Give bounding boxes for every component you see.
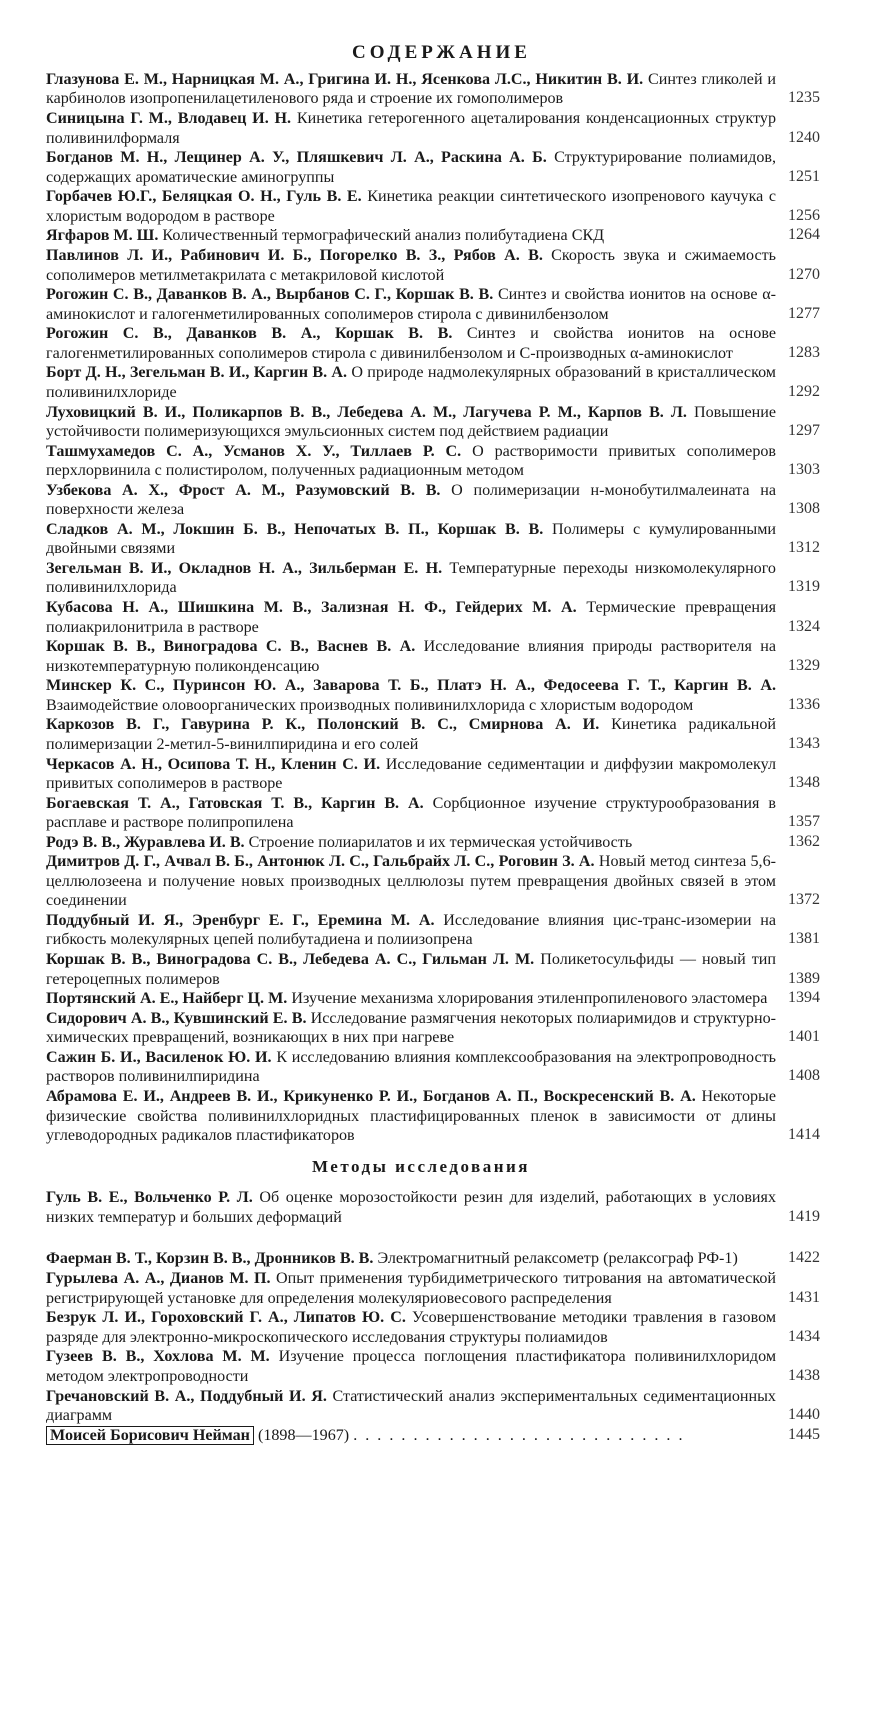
section-heading: Методы исследования bbox=[311, 1157, 530, 1177]
toc-entry[interactable] bbox=[46, 246, 820, 285]
entry-title: Изучение процесса поглощения пластификатора поливинилхлоридом методом электропроводности bbox=[46, 1348, 777, 1385]
page-number: 1438 bbox=[788, 1366, 820, 1384]
page-number: 1329 bbox=[788, 656, 820, 674]
entry-title: Исследование седиментации и диффузии макромолекул привитых сополимеров в растворе bbox=[46, 755, 777, 792]
page-number: 1401 bbox=[788, 1028, 820, 1046]
page-number: 1414 bbox=[788, 1125, 820, 1143]
entry-authors: Портянский А. Е., Найберг Ц. М. bbox=[46, 990, 288, 1008]
obituary-entry[interactable]: Моисей Борисович Нейман (1898—1967) . . . . . . . . . . . . . . . . . . . . . . . . . . . . 1445 bbox=[46, 1426, 796, 1445]
entry-authors: Синицына Г. М., Влодавец И. Н. bbox=[46, 110, 292, 128]
entry-title: Синтез и свойства ионитов на основе галогенметилированных сополимеров стирола с дивинилбензолом и С-производных α-аминокислот bbox=[46, 325, 776, 362]
entry-title: Опыт применения турбидиметрического титрования на автоматической регистрирующей установке для определения молекуляриовесового распределения bbox=[46, 1270, 776, 1307]
page-number: 1445 bbox=[788, 1425, 820, 1443]
entry-authors: Безрук Л. И., Гороховский Г. А., Липатов Ю. С. bbox=[46, 1309, 406, 1327]
entry-title: Изучение механизма хлорирования этиленпропиленового эластомера bbox=[291, 990, 768, 1008]
entry-title: О полимеризации н-монобутилмалеината на поверхности железа bbox=[46, 481, 776, 519]
entry-authors: Фаерман В. Т., Корзин В. В., Дронников В. В. bbox=[46, 1250, 374, 1268]
entry-authors: Сладков А. М., Локшин Б. В., Непочатых В. П., Коршак В. В. bbox=[46, 520, 544, 538]
entry-authors: Минскер К. С., Пуринсон Ю. А., Заварова Т. Б., Платэ Н. А., Федосеева Г. Т., Каргин В. А. bbox=[46, 677, 776, 695]
toc-entry[interactable] bbox=[46, 1269, 820, 1308]
entry-title: Сорбционное изучение структурообразования в расплаве и растворе полипропилена bbox=[46, 794, 776, 832]
entry-authors: Гуль В. Е., Вольченко Р. Л. bbox=[46, 1189, 253, 1207]
entry-title: Полимеры с кумулированными двойными связями bbox=[46, 520, 776, 558]
page-number: 1297 bbox=[788, 421, 820, 439]
page-number: 1408 bbox=[788, 1067, 820, 1085]
toc-entry[interactable] bbox=[46, 1087, 820, 1145]
entry-title: О природе надмолекулярных образований в кристаллическом поливинилхлориде bbox=[46, 364, 776, 401]
entry-title: Статистический анализ экспериментальных седиментационных диаграмм bbox=[46, 1387, 776, 1424]
entry-authors: Узбекова А. Х., Фрост А. М., Разумовский В. В. bbox=[46, 481, 441, 499]
toc-entry[interactable] bbox=[46, 1188, 820, 1227]
entry-authors: Димитров Д. Г., Ачвал В. Б., Антонюк Л. С., Гальбрайх Л. С., Роговин З. А. bbox=[46, 853, 595, 871]
toc-entry[interactable] bbox=[46, 598, 820, 637]
page-number: 1270 bbox=[788, 265, 820, 283]
entry-title: Строение полиарилатов и их термическая устойчивость bbox=[248, 833, 633, 851]
page-number: 1419 bbox=[788, 1207, 820, 1225]
spacer bbox=[46, 1227, 796, 1249]
entry-title: Исследование размягчения некоторых полиаримидов и структурно-химических превращений, возникающих в них при нагреве bbox=[46, 1009, 776, 1047]
entry-title: Электромагнитный релаксометр (релаксограф РФ-1) bbox=[377, 1250, 738, 1268]
entry-title: Термические превращения полиакрилонитрила в растворе bbox=[46, 599, 776, 636]
entry-title: Кинетика гетерогенного ацеталирования конденсационных структур поливинилформаля bbox=[46, 110, 776, 147]
entry-title: Синтез гликолей и карбинолов изопропенилацетиленового ряда и строение их гомополимеров bbox=[46, 71, 776, 108]
entry-title: Исследование влияния цис-транс-изомерии на гибкость молекулярных цепей полибутадиена и полиизопрена bbox=[46, 912, 776, 949]
toc-entry[interactable] bbox=[46, 1387, 820, 1426]
toc-entry[interactable] bbox=[46, 794, 820, 833]
entry-authors: Абрамова Е. И., Андреев В. И., Крикуненко Р. И., Богданов А. П., Воскресенский В. А. bbox=[46, 1088, 696, 1106]
toc-entry[interactable] bbox=[46, 832, 820, 852]
toc-entry[interactable] bbox=[46, 363, 820, 402]
entry-authors: Гузеев В. В., Хохлова М. М. bbox=[46, 1348, 270, 1366]
page-number: 1277 bbox=[788, 304, 820, 322]
page-number: 1292 bbox=[788, 382, 820, 400]
entry-title: Усовершенствование методики травления в газовом разряде для электронно-микроскопического исследования структуры полиамидов bbox=[46, 1309, 777, 1346]
page-number: 1336 bbox=[788, 695, 820, 713]
page-number: 1348 bbox=[788, 773, 820, 791]
toc-entry[interactable] bbox=[46, 148, 820, 187]
entry-authors: Ташмухамедов С. А., Усманов Х. У., Тиллаев Р. С. bbox=[46, 442, 462, 460]
page-number: 1283 bbox=[788, 343, 820, 361]
entry-authors: Глазунова Е. М., Нарницкая М. А., Григина И. Н., Ясенкова Л.С., Никитин В. И. bbox=[46, 71, 644, 88]
page-number: 1312 bbox=[788, 539, 820, 557]
entry-title: К исследованию влияния комплексообразования на электропроводность растворов поливинилпиридина bbox=[46, 1049, 776, 1086]
toc-entry[interactable] bbox=[46, 1308, 820, 1347]
page-number: 1324 bbox=[788, 617, 820, 635]
toc-entry[interactable] bbox=[46, 285, 820, 324]
entry-authors: Черкасов А. Н., Осипова Т. Н., Кленин С. И. bbox=[46, 755, 381, 773]
entry-title: Скорость звука и сжимаемость сополимеров метилметакрилата с метакриловой кислотой bbox=[46, 247, 776, 284]
entry-title: Кинетика реакции синтетического изопренового каучука с хлористым водородом в растворе bbox=[46, 188, 777, 225]
page-number: 1362 bbox=[788, 832, 820, 850]
methods-list bbox=[46, 1188, 820, 1425]
page-number: 1381 bbox=[788, 930, 820, 948]
page-number: 1357 bbox=[788, 813, 820, 831]
entry-authors: Гречановский В. А., Поддубный И. Я. bbox=[46, 1387, 327, 1405]
page-number: 1343 bbox=[788, 734, 820, 752]
entry-authors: Сидорович А. В., Кувшинский Е. В. bbox=[46, 1009, 307, 1027]
toc-entry[interactable] bbox=[46, 70, 820, 109]
toc-entry[interactable] bbox=[46, 226, 820, 245]
page-title: СОДЕРЖАНИЕ bbox=[352, 42, 531, 63]
entry-authors: Гурылева А. А., Дианов М. П. bbox=[46, 1270, 271, 1288]
entry-title: Кинетика радикальной полимеризации 2-метил-5-винилпиридина и его солей bbox=[46, 716, 776, 753]
entry-authors: Павлинов Л. И., Рабинович И. Б., Погорелко В. З., Рябов А. В. bbox=[46, 247, 543, 265]
entry-authors: Рогожин С. В., Даванков В. А., Вырбанов С. Г., Коршак В. В. bbox=[46, 286, 494, 304]
toc-entry[interactable] bbox=[46, 637, 820, 676]
toc-list bbox=[46, 70, 820, 1445]
entry-authors: Рогожин С. В., Даванков В. А., Коршак В. В. bbox=[46, 325, 453, 343]
entry-authors: Коршак В. В., Виноградова С. В., Лебедева А. С., Гильман Л. М. bbox=[46, 951, 535, 969]
toc-entry[interactable] bbox=[46, 403, 820, 442]
toc-entry[interactable] bbox=[46, 1347, 820, 1386]
page-number: 1440 bbox=[788, 1405, 820, 1423]
page-number: 1303 bbox=[788, 461, 820, 479]
entry-authors: Богаевская Т. А., Гатовская Т. В., Каргин В. А. bbox=[46, 794, 424, 812]
entry-title: Взаимодействие оловоорганических производных поливинилхлорида с хлористым водородом bbox=[46, 696, 694, 714]
articles-list bbox=[46, 70, 820, 1145]
page-number: 1240 bbox=[788, 128, 820, 146]
page-number: 1389 bbox=[788, 969, 820, 987]
entry-authors: Сажин Б. И., Василенок Ю. И. bbox=[46, 1049, 272, 1067]
entry-authors: Кубасова Н. А., Шишкина М. В., Зализная Н. Ф., Гейдерих М. А. bbox=[46, 599, 577, 617]
toc-entry[interactable] bbox=[46, 187, 820, 226]
toc-entry[interactable] bbox=[46, 755, 820, 794]
entry-title: Исследование влияния природы растворителя на низкотемпературную поликонденсацию bbox=[46, 638, 776, 675]
page-number: 1422 bbox=[788, 1249, 820, 1267]
entry-title: Структурирование полиамидов, содержащих ароматические аминогруппы bbox=[46, 149, 777, 186]
page-number: 1256 bbox=[788, 206, 820, 224]
toc-entry[interactable] bbox=[46, 109, 820, 148]
page-number: 1319 bbox=[788, 578, 820, 596]
page-number: 1235 bbox=[788, 89, 820, 107]
obituary-years: (1898—1967) bbox=[257, 1426, 350, 1444]
entry-title: Об оценке морозостойкости резин для изделий, работающих в условиях низких температур и больших деформаций bbox=[46, 1189, 776, 1226]
entry-authors: Родэ В. В., Журавлева И. В. bbox=[46, 833, 245, 851]
page-number: 1394 bbox=[788, 989, 820, 1007]
entry-authors: Горбачев Ю.Г., Беляцкая О. Н., Гуль В. Е. bbox=[46, 188, 362, 206]
page-number: 1372 bbox=[788, 891, 820, 909]
toc-entry[interactable] bbox=[46, 559, 820, 598]
entry-title: Повышение устойчивости полимеризующихся эмульсионных систем под действием радиации bbox=[46, 403, 776, 440]
toc-entry[interactable] bbox=[46, 324, 820, 363]
entry-authors: Борт Д. Н., Зегельман В. И., Каргин В. А. bbox=[46, 364, 348, 382]
toc-entry[interactable] bbox=[46, 715, 820, 754]
toc-entry[interactable] bbox=[46, 950, 820, 989]
entry-title: Новый метод синтеза 5,6-целлюлозеена и получение новых производных целлюлозы путем превращения двойных связей в этом соединении bbox=[46, 853, 776, 910]
entry-authors: Богданов М. Н., Лещинер А. У., Пляшкевич Л. А., Раскина А. Б. bbox=[46, 149, 547, 167]
toc-entry[interactable] bbox=[46, 676, 820, 715]
toc-entry[interactable] bbox=[46, 1009, 820, 1048]
entry-authors: Зегельман В. И., Окладнов Н. А., Зильберман Е. Н. bbox=[46, 560, 443, 578]
page-number: 1264 bbox=[788, 226, 820, 244]
toc-entry[interactable] bbox=[46, 520, 820, 559]
entry-title: Синтез и свойства ионитов на основе α-аминокислот и галогенметилированных сополимеров стирола с дивинилбензолом bbox=[46, 286, 776, 323]
entry-title: Поликетосульфиды — новый тип гетероцепных полимеров bbox=[46, 951, 776, 988]
entry-authors: Поддубный И. Я., Эренбург Е. Г., Еремина М. А. bbox=[46, 912, 435, 929]
toc-entry[interactable] bbox=[46, 1048, 820, 1087]
entry-title: Температурные переходы низкомолекулярного поливинилхлорида bbox=[46, 560, 776, 597]
entry-title: О растворимости привитых сополимеров перхлорвинила с полистиролом, полученных радиационным методом bbox=[46, 442, 777, 480]
toc-entry[interactable] bbox=[46, 852, 820, 910]
entry-authors: Коршак В. В., Виноградова С. В., Васнев В. А. bbox=[46, 638, 416, 656]
obituary-name: Моисей Борисович Нейман bbox=[46, 1426, 254, 1445]
page-number: 1431 bbox=[788, 1288, 820, 1306]
entry-title: Некоторые физические свойства поливинилхлоридных пластифицированных пленок в зависимости от длины углеводородных радикалов пластификаторов bbox=[46, 1088, 776, 1144]
entry-authors: Каркозов В. Г., Гавурина Р. К., Полонский В. С., Смирнова А. И. bbox=[46, 716, 600, 734]
entry-authors: Ягфаров М. Ш. bbox=[46, 227, 159, 245]
page-number: 1251 bbox=[788, 167, 820, 185]
toc-entry[interactable] bbox=[46, 1249, 820, 1268]
toc-entry[interactable] bbox=[46, 989, 820, 1008]
toc-entry[interactable] bbox=[46, 911, 820, 950]
page-number: 1308 bbox=[788, 500, 820, 518]
page-number: 1434 bbox=[788, 1327, 820, 1345]
toc-entry[interactable] bbox=[46, 442, 820, 481]
entry-authors: Луховицкий В. И., Поликарпов В. В., Лебедева А. М., Лагучева Р. М., Карпов В. Л. bbox=[46, 403, 687, 421]
entry-title: Количественный термографический анализ полибутадиена СКД bbox=[162, 227, 605, 245]
toc-entry[interactable] bbox=[46, 481, 820, 520]
